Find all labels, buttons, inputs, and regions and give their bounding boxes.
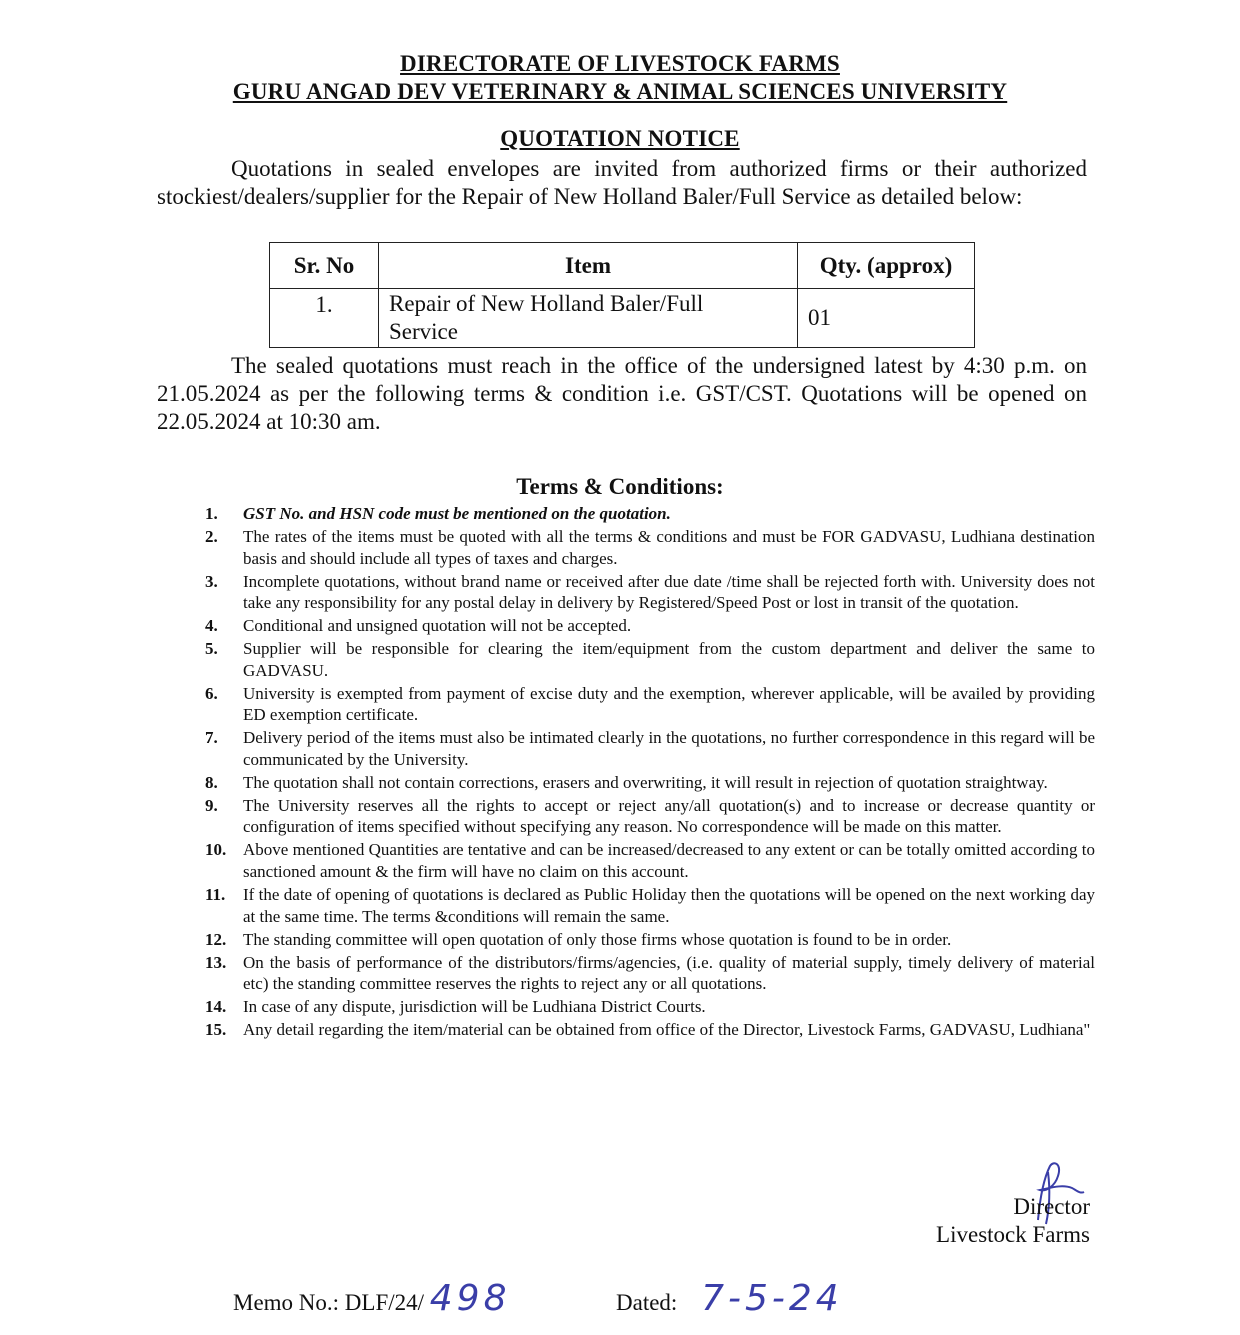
term-text: Above mentioned Quantities are tentative and can be increased/decreased to any extent or can be totally omitted according to sanctioned amount & the firm will have no claim on this account. — [243, 840, 1095, 882]
deadline-paragraph — [157, 352, 1087, 436]
term-number: 5. — [205, 639, 218, 659]
term-text: GST No. and HSN code must be mentioned on the quotation. — [243, 504, 671, 523]
deadline-text: The sealed quotations must reach in the office of the undersigned latest by 4:30 p.m. on 21.05.2024 as per the following terms & condition i.e. GST/CST. Quotations will be opened on 22.05.2024 at 10:30 am. — [157, 353, 1087, 434]
header-university: GURU ANGAD DEV VETERINARY & ANIMAL SCIENCES UNIVERSITY — [232, 79, 1008, 104]
term-number: 14. — [205, 997, 227, 1017]
term-item — [205, 727, 1095, 770]
term-item — [205, 1019, 1095, 1041]
term-text: If the date of opening of quotations is declared as Public Holiday then the quotations will be opened on the next working day at the same time. The terms &conditions will remain the same. — [243, 885, 1095, 926]
term-number: 11. — [205, 885, 226, 904]
notice-title: QUOTATION NOTICE — [500, 126, 740, 151]
term-number: 15. — [205, 1020, 227, 1040]
term-item — [205, 526, 1095, 569]
header-directorate: DIRECTORATE OF LIVESTOCK FARMS — [400, 51, 840, 76]
signatory-title: Director — [1013, 1194, 1090, 1219]
term-item — [205, 795, 1095, 838]
term-item — [205, 996, 1095, 1018]
term-item — [205, 772, 1095, 794]
cell-item: Repair of New Holland Baler/Full Service — [379, 289, 798, 348]
col-qty-header: Qty. (approx) — [798, 243, 975, 289]
table-header-row — [270, 243, 975, 289]
intro-text: Quotations in sealed envelopes are invited from authorized firms or their authorized stockiest/dealers/supplier for the Repair of New Holland Baler/Full Service as detailed below: — [157, 156, 1087, 209]
term-item — [205, 615, 1095, 637]
term-number: 8. — [205, 772, 218, 792]
term-text: Supplier will be responsible for clearing the item/equipment from the custom department and deliver the same to GADVASU. — [243, 639, 1095, 680]
term-number: 10. — [205, 840, 227, 860]
term-text: Conditional and unsigned quotation will not be accepted. — [243, 616, 632, 636]
term-text: The quotation shall not contain corrections, erasers and overwriting, it will result in rejection of quotation straightway. — [243, 772, 1048, 792]
items-table — [269, 242, 975, 348]
cell-srno: 1. — [270, 289, 379, 348]
term-text: Delivery period of the items must also be intimated clearly in the quotations, no further correspondence in this regard will be communicated by the University. — [243, 728, 1095, 769]
term-number: 2. — [205, 526, 218, 546]
term-item — [205, 952, 1095, 995]
term-text: The standing committee will open quotation of only those firms whose quotation is found to be in order. — [243, 929, 952, 949]
term-text: The University reserves all the rights to accept or reject any/all quotation(s) and to increase or decrease quantity or configuration of items specified without specifying any reason. No correspondence will be made on this matter. — [243, 795, 1095, 837]
term-item — [205, 571, 1095, 614]
term-number: 3. — [205, 571, 218, 591]
term-number: 12. — [205, 929, 227, 949]
term-text: University is exempted from payment of excise duty and the exemption, wherever applicable, will be availed by providing ED exemption certificate. — [243, 683, 1095, 725]
term-item — [205, 929, 1095, 951]
intro-paragraph — [157, 155, 1087, 211]
col-srno-header: Sr. No — [270, 243, 379, 289]
signatory-office: Livestock Farms — [936, 1222, 1090, 1247]
term-text: Any detail regarding the item/material can be obtained from office of the Director, Livestock Farms, GADVASU, Ludhiana" — [243, 1020, 1091, 1040]
terms-list — [205, 503, 1095, 1042]
term-number: 4. — [205, 616, 218, 636]
term-item — [205, 638, 1095, 681]
term-text: The rates of the items must be quoted with all the terms & conditions and must be FOR GADVASU, Ludhiana destination basis and should include all types of taxes and charges. — [243, 526, 1095, 568]
term-text: On the basis of performance of the distributors/firms/agencies, (i.e. quality of material supply, timely delivery of material etc) the standing committee reserves the rights to reject any or all quotations. — [243, 952, 1095, 994]
term-item — [205, 683, 1095, 726]
term-number: 6. — [205, 683, 218, 703]
memo-label: Memo No.: DLF/24/ — [233, 1290, 425, 1315]
term-number: 1. — [205, 504, 218, 523]
cell-qty: 01 — [798, 289, 975, 348]
table-row — [270, 289, 975, 348]
term-item — [205, 503, 1095, 525]
memo-handwritten-number: 498 — [429, 1278, 511, 1319]
term-number: 7. — [205, 728, 218, 748]
handwritten-date: 7-5-24 — [701, 1278, 843, 1319]
term-number: 13. — [205, 952, 227, 972]
term-text: In case of any dispute, jurisdiction will be Ludhiana District Courts. — [243, 997, 706, 1017]
col-item-header: Item — [379, 243, 798, 289]
dated-label: Dated: — [616, 1290, 678, 1315]
term-item — [205, 839, 1095, 882]
terms-title: Terms & Conditions: — [516, 474, 724, 499]
memo-number — [233, 1278, 511, 1319]
memo-date — [616, 1278, 843, 1319]
term-text: Incomplete quotations, without brand name or received after due date /time shall be rejected forth with. University does not take any responsibility for any postal delay in delivery by Registered/Speed Post or lost in transit of the quotation. — [243, 571, 1095, 613]
term-item — [205, 884, 1095, 927]
term-number: 9. — [205, 795, 218, 815]
